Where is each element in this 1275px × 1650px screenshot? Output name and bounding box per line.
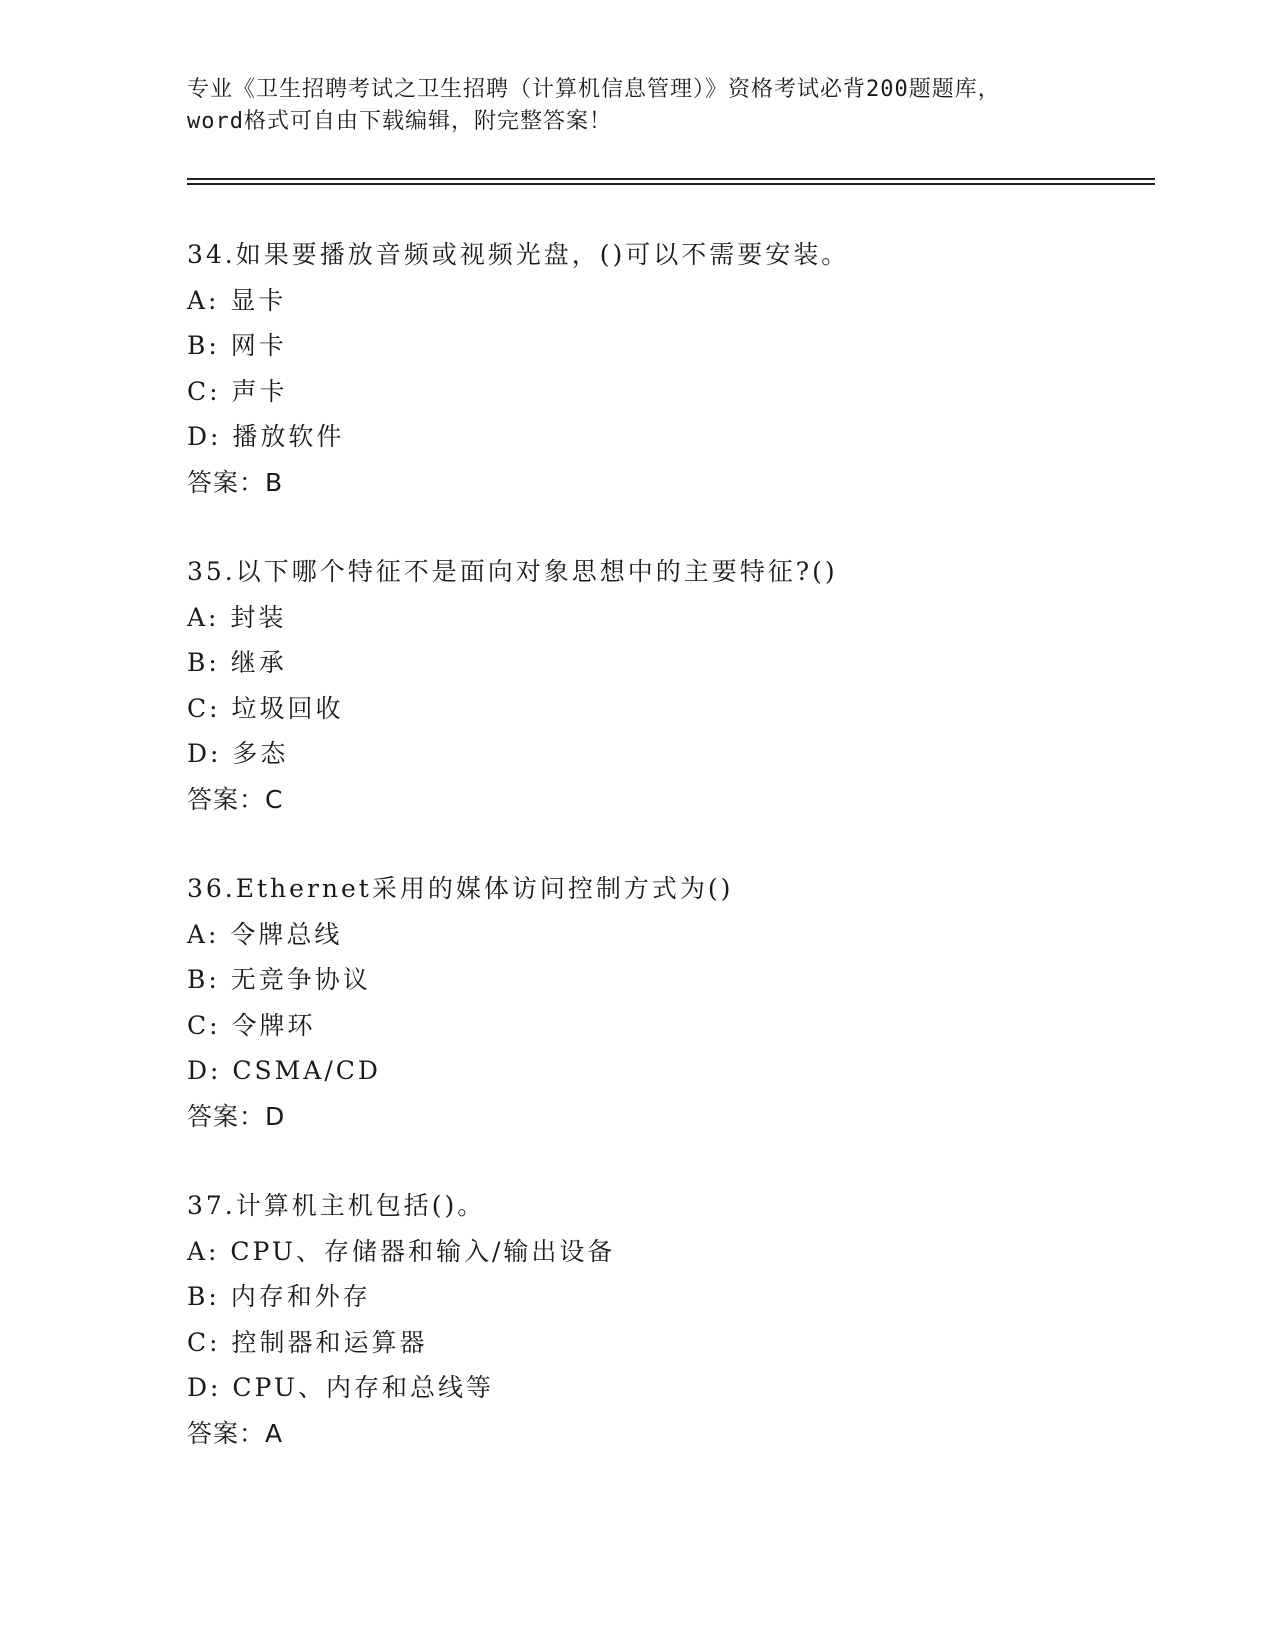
- option-d: D: 播放软件: [187, 422, 345, 451]
- header-line-2: word格式可自由下载编辑，附完整答案！: [187, 109, 612, 134]
- question-37: [187, 1183, 1127, 1457]
- option-d: D: CSMA/CD: [187, 1056, 381, 1085]
- header-divider-bottom: [187, 183, 1155, 185]
- answer: 答案：A: [187, 1418, 284, 1448]
- option-b: B: 无竞争协议: [187, 965, 371, 994]
- option-b: B: 内存和外存: [187, 1282, 371, 1311]
- option-d: D: CPU、内存和总线等: [187, 1373, 494, 1402]
- question-stem: 37.计算机主机包括()。: [187, 1191, 486, 1220]
- option-b: B: 继承: [187, 648, 287, 677]
- answer: 答案：C: [187, 784, 284, 814]
- question-36: [187, 866, 1127, 1140]
- answer: 答案：B: [187, 467, 284, 497]
- question-stem: 34.如果要播放音频或视频光盘，()可以不需要安装。: [187, 240, 850, 269]
- option-d: D: 多态: [187, 739, 289, 768]
- question-stem: 35.以下哪个特征不是面向对象思想中的主要特征?(): [187, 557, 838, 586]
- option-c: C: 垃圾回收: [187, 693, 344, 723]
- option-c: C: 令牌环: [187, 1010, 316, 1040]
- question-stem: 36.Ethernet采用的媒体访问控制方式为(): [187, 874, 734, 903]
- question-34: [187, 232, 1127, 506]
- header-line-1: 专业《卫生招聘考试之卫生招聘（计算机信息管理）》资格考试必背200题题库，: [187, 77, 1001, 102]
- option-c: C: 声卡: [187, 376, 288, 406]
- question-35: [187, 549, 1127, 823]
- header-divider-top: [187, 178, 1155, 180]
- option-c: C: 控制器和运算器: [187, 1327, 428, 1357]
- option-a: A: 令牌总线: [187, 919, 343, 949]
- option-b: B: 网卡: [187, 331, 287, 360]
- option-a: A: 封装: [187, 602, 287, 632]
- answer: 答案：D: [187, 1101, 286, 1131]
- option-a: A: 显卡: [187, 285, 287, 315]
- document-header: [187, 74, 1087, 138]
- option-a: A: CPU、存储器和输入/输出设备: [187, 1236, 616, 1266]
